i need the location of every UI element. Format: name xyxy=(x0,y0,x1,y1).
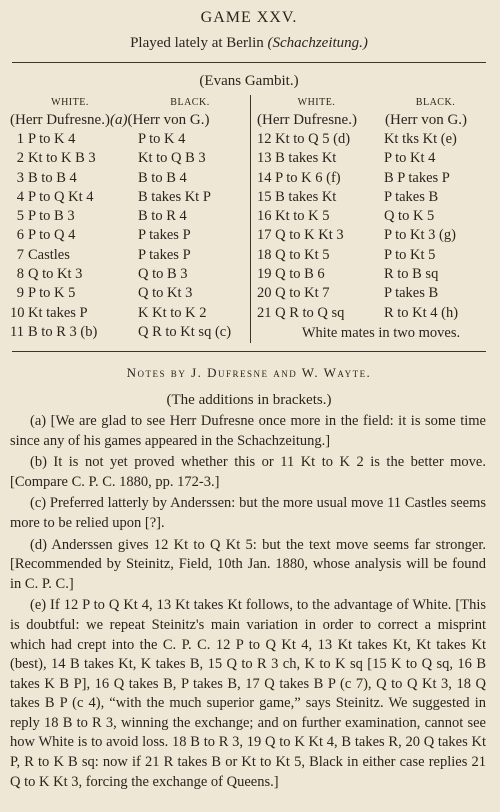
move-row xyxy=(257,149,495,168)
players-row xyxy=(257,111,495,130)
subtitle-text: Played lately at Berlin xyxy=(130,35,268,51)
black-move: B P takes P xyxy=(383,169,450,186)
move-row xyxy=(10,246,250,265)
header-black: BLACK. xyxy=(170,97,210,108)
game-subtitle xyxy=(8,30,490,56)
move-row xyxy=(10,207,250,226)
notes-list xyxy=(8,412,490,792)
white-move xyxy=(10,265,138,284)
note-paragraph: (c) Preferred latterly by Anderssen: but the more usual move 11 Castles seems more to be relied upon [?]. xyxy=(10,495,486,531)
move-row xyxy=(257,188,495,207)
divider xyxy=(12,62,486,63)
white-move: 13 B takes Kt xyxy=(257,150,337,167)
note-paragraph: (d) Anderssen gives 12 Kt to Q Kt 5: but the text move seems far stronger. [Recommended by Steinitz, Field, 10th Jan. 1880, whose analysis will be found in C. P. C.] xyxy=(10,536,486,592)
move-row xyxy=(10,226,250,245)
black-move: B takes Kt P xyxy=(138,188,211,205)
white-move: 12 Kt to Q 5 (d) xyxy=(257,131,351,147)
note-paragraph: (b) It is not yet proved whether this or 11 Kt to K 2 is the better move. [Compare C. P. C. 1880, pp. 172-3.] xyxy=(10,454,486,490)
move-row xyxy=(257,246,495,265)
white-move: 19 Q to B 6 xyxy=(257,266,325,283)
black-move: R to B sq xyxy=(383,266,439,283)
moves-table xyxy=(8,95,490,343)
header-white: WHITE. xyxy=(51,97,89,108)
white-move: 16 Kt to K 5 xyxy=(257,208,330,225)
move-row xyxy=(10,169,250,188)
move-row xyxy=(10,304,250,323)
white-move xyxy=(10,149,138,168)
move-row xyxy=(10,149,250,168)
notes-subtitle: (The additions in brackets.) xyxy=(166,391,332,408)
black-player: (Herr von G.) xyxy=(385,112,468,128)
white-move: 21 Q R to Q sq xyxy=(257,304,345,321)
white-move-text: Kt to K B 3 xyxy=(28,150,96,167)
white-player: (Herr Dufresne.) xyxy=(10,112,110,128)
move-number: 5 xyxy=(16,208,24,225)
header-black: BLACK. xyxy=(415,97,456,108)
black-move: B to B 4 xyxy=(138,169,187,186)
move-row xyxy=(257,304,495,323)
move-row xyxy=(10,130,250,149)
move-number: 7 xyxy=(16,246,24,263)
black-move: Q to Kt 3 xyxy=(138,285,193,302)
move-list xyxy=(10,130,250,342)
white-move-text: Castles xyxy=(28,246,70,263)
game-result: White mates in two moves. xyxy=(301,324,461,341)
move-row xyxy=(257,226,495,245)
game-title: GAME XXV. xyxy=(200,9,298,26)
black-player: (Herr von G.) xyxy=(127,112,210,128)
white-move-text: P to K 5 xyxy=(28,285,76,302)
black-move: P to Kt 4 xyxy=(383,150,436,167)
black-move: P takes B xyxy=(383,188,439,205)
white-move-text: P to B 3 xyxy=(28,208,75,225)
move-number: 11 xyxy=(10,323,24,340)
moves-column-right xyxy=(250,95,495,343)
white-move xyxy=(10,207,138,226)
move-row xyxy=(10,265,250,284)
white-move-text: P to Q 4 xyxy=(28,227,76,244)
black-move: Kt to Q B 3 xyxy=(138,150,206,167)
move-number: 1 xyxy=(16,131,24,147)
column-headers xyxy=(10,95,250,111)
black-move: B to R 4 xyxy=(138,208,187,225)
white-move: 17 Q to K Kt 3 xyxy=(257,227,344,244)
white-move-text: Kt takes P xyxy=(28,304,88,321)
notes-title: Notes by J. Dufresne and W. Wayte. xyxy=(126,364,372,380)
note-ref-a: (a) xyxy=(109,112,128,128)
black-move: K Kt to K 2 xyxy=(138,304,207,321)
white-move-text: P to Q Kt 4 xyxy=(28,188,94,205)
move-row xyxy=(10,188,250,207)
black-move: P to K 4 xyxy=(138,131,186,147)
note-paragraph: (e) If 12 P to Q Kt 4, 13 Kt takes Kt follows, to the advantage of White. [This is doubtful: we repeat Steinitz's main variation in order to correct a misprint which had crept into the C. P. C. 12 P to Q Kt 4, 13 Kt takes Kt, Kt takes Kt (best), 14 B takes Kt, K takes B, 15 Q to R 3 ch, K to K sq [15 K to Q sq, 16 B takes K B P], 16 Q takes B, P takes B, 17 Q takes B P (c 7), Q to Q Kt 3, 18 Q takes B P (c 4), “with the much superior game,” says Steinitz. We suggested in reply 18 B to R 3, winning the exchange; and on further examination, cannot see how White is to avoid loss. 18 B to R 3, 19 Q to K Kt 4, B takes R, 20 Q takes Kt P, R to K B sq: now if 21 R takes B or Kt to Kt 5, Black in either case replies 21 Q to K Kt 3, forcing the exchange of Queens.] xyxy=(10,597,486,790)
white-player: (Herr Dufresne.) xyxy=(257,112,357,128)
header-white: WHITE. xyxy=(297,97,336,108)
move-row xyxy=(257,130,495,149)
white-move xyxy=(10,130,138,149)
white-move xyxy=(10,246,138,265)
white-move-text: Q to Kt 3 xyxy=(28,266,83,283)
black-move: Q to K 5 xyxy=(383,208,435,225)
white-move xyxy=(10,304,138,323)
black-move: Q R to Kt sq (c) xyxy=(138,323,232,340)
players-row xyxy=(10,111,250,130)
moves-column-left xyxy=(8,95,250,343)
white-move xyxy=(10,188,138,207)
white-move xyxy=(10,323,138,342)
move-number: 3 xyxy=(16,169,24,186)
black-move: Kt tks Kt (e) xyxy=(383,131,457,147)
move-row xyxy=(10,323,250,342)
white-move-text: B to R 3 (b) xyxy=(28,323,98,340)
white-move: 15 B takes Kt xyxy=(257,188,337,205)
white-move-text: B to B 4 xyxy=(28,169,77,186)
move-list xyxy=(257,130,495,323)
white-move xyxy=(10,169,138,188)
white-move: 18 Q to Kt 5 xyxy=(257,246,330,263)
move-row xyxy=(257,169,495,188)
move-number: 9 xyxy=(16,285,24,302)
black-move: P takes B xyxy=(383,285,439,302)
white-move xyxy=(10,226,138,245)
black-move: Q to B 3 xyxy=(138,266,188,283)
black-move: R to Kt 4 (h) xyxy=(383,304,459,321)
white-move: 14 P to K 6 (f) xyxy=(257,169,341,186)
move-number: 8 xyxy=(16,266,24,283)
opening-name: (Evans Gambit.) xyxy=(199,73,299,89)
subtitle-source: (Schachzeitung.) xyxy=(267,35,368,51)
black-move: P to Kt 5 xyxy=(383,246,436,263)
move-number: 4 xyxy=(16,188,24,205)
white-move: 20 Q to Kt 7 xyxy=(257,285,330,302)
move-number: 6 xyxy=(16,227,24,244)
move-number: 2 xyxy=(16,150,24,167)
divider xyxy=(12,351,486,352)
black-move: P takes P xyxy=(138,227,191,244)
column-headers xyxy=(257,95,495,111)
move-row xyxy=(257,207,495,226)
black-move: P takes P xyxy=(138,246,191,263)
move-number: 10 xyxy=(10,304,25,321)
black-move: P to Kt 3 (g) xyxy=(383,227,456,244)
white-move xyxy=(10,284,138,303)
white-move-text: P to K 4 xyxy=(28,131,76,147)
move-row xyxy=(257,284,495,303)
move-row xyxy=(10,284,250,303)
move-row xyxy=(257,265,495,284)
note-paragraph: (a) [We are glad to see Herr Dufresne once more in the field: it is some time since any of his games appeared in the Schachzeitung.] xyxy=(10,412,486,449)
